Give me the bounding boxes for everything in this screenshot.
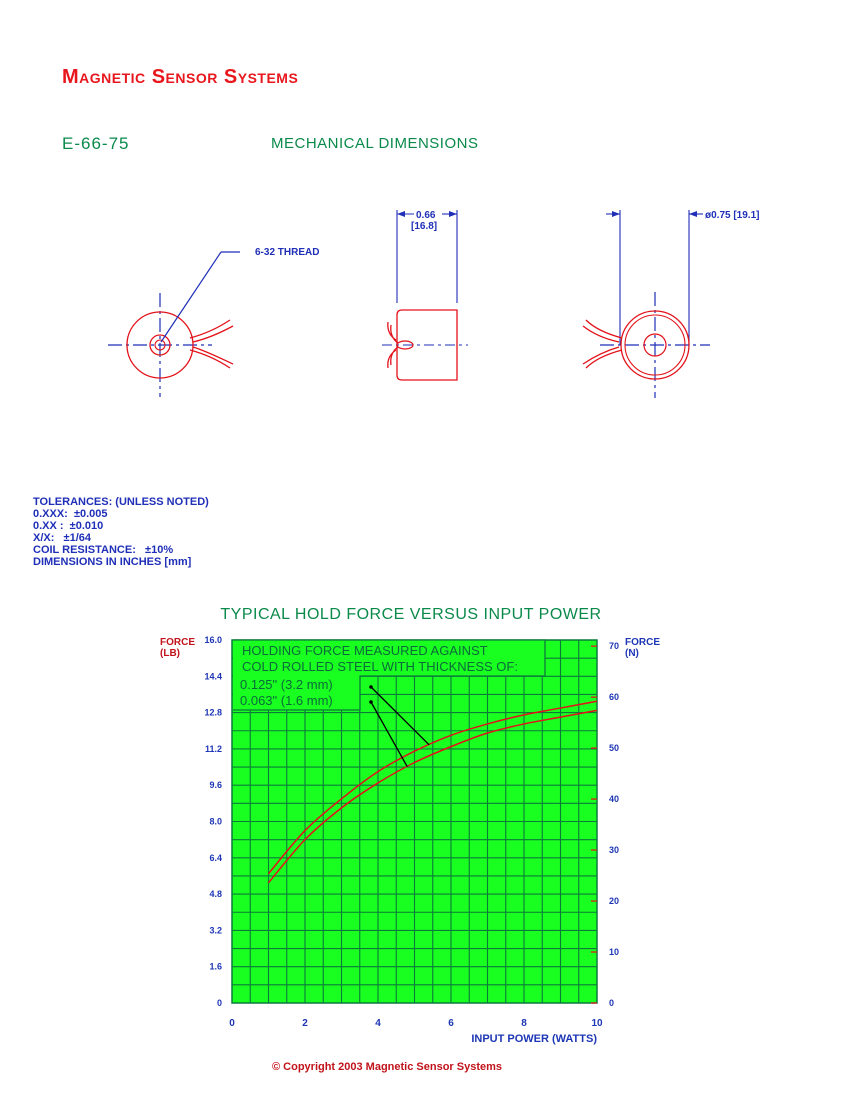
y-tick-label: 4.8 xyxy=(209,889,222,900)
diameter-dimension: ø0.75 [19.1] xyxy=(705,210,760,221)
end-view-diameter xyxy=(583,210,710,398)
x-tick-label: 10 xyxy=(591,1018,603,1029)
part-number: E-66-75 xyxy=(62,134,130,153)
y2-tick-label: 50 xyxy=(609,743,620,754)
y-tick-label: 6.4 xyxy=(209,852,222,863)
y-axis-label-line1: FORCE xyxy=(160,637,195,648)
drawing-title: MECHANICAL DIMENSIONS xyxy=(271,135,479,152)
hold-force-chart xyxy=(0,595,850,1050)
y-tick-label: 1.6 xyxy=(209,961,222,972)
y-tick-label: 0 xyxy=(216,998,222,1008)
y-axis-label-line2: (LB) xyxy=(160,648,180,659)
y-tick-label: 11.2 xyxy=(204,743,222,754)
thread-label: 6-32 THREAD xyxy=(255,247,320,258)
y2-axis-label-line2: (N) xyxy=(625,648,639,659)
annotation-line-1: HOLDING FORCE MEASURED AGAINST xyxy=(242,643,488,658)
y-tick-label: 16.0 xyxy=(204,635,222,645)
tolerance-line: COIL RESISTANCE: ±10% xyxy=(33,544,174,556)
y-tick-label: 9.6 xyxy=(209,780,222,791)
x-tick-label: 0 xyxy=(229,1018,235,1029)
y-tick-label: 14.4 xyxy=(204,671,222,682)
x-tick-label: 4 xyxy=(375,1018,381,1029)
copyright: © Copyright 2003 Magnetic Sensor Systems xyxy=(272,1061,503,1073)
annotation-line-4: 0.063" (1.6 mm) xyxy=(240,693,333,708)
tolerance-line: DIMENSIONS IN INCHES [mm] xyxy=(33,556,192,568)
length-dimension: 0.66 xyxy=(416,210,436,221)
brand-title: Magnetic Sensor Systems xyxy=(62,66,299,88)
y2-tick-label: 40 xyxy=(609,794,620,805)
tolerance-line: X/X: ±1/64 xyxy=(33,532,92,544)
mechanical-drawing xyxy=(0,195,850,410)
tolerance-line: TOLERANCES: (UNLESS NOTED) xyxy=(33,496,209,508)
y2-axis-label-line1: FORCE xyxy=(625,637,660,648)
y2-tick-label: 70 xyxy=(609,641,620,652)
leader-dot-1 xyxy=(369,685,373,689)
y-tick-label: 8.0 xyxy=(209,816,222,827)
y2-tick-label: 0 xyxy=(609,998,615,1008)
side-view xyxy=(382,210,468,380)
y-tick-label: 12.8 xyxy=(204,707,222,718)
leader-dot-2 xyxy=(369,700,373,704)
x-tick-label: 6 xyxy=(448,1018,454,1029)
y2-tick-label: 60 xyxy=(609,692,620,703)
annotation-line-2: COLD ROLLED STEEL WITH THICKNESS OF: xyxy=(242,659,518,674)
tolerance-line: 0.XXX: ±0.005 xyxy=(33,508,108,520)
tolerance-line: 0.XX : ±0.010 xyxy=(33,520,104,532)
annotation-line-3: 0.125" (3.2 mm) xyxy=(240,677,333,692)
x-axis-label: INPUT POWER (WATTS) xyxy=(471,1033,597,1045)
end-view-thread xyxy=(108,252,240,397)
y2-tick-label: 30 xyxy=(609,845,620,856)
x-tick-label: 2 xyxy=(302,1018,308,1029)
length-dimension-mm: [16.8] xyxy=(411,221,438,232)
y-tick-label: 3.2 xyxy=(209,925,222,936)
chart-title: TYPICAL HOLD FORCE VERSUS INPUT POWER xyxy=(220,606,602,623)
y2-tick-label: 10 xyxy=(609,947,620,958)
tolerances-block xyxy=(33,496,209,568)
y2-tick-label: 20 xyxy=(609,896,620,907)
x-tick-label: 8 xyxy=(521,1018,527,1029)
